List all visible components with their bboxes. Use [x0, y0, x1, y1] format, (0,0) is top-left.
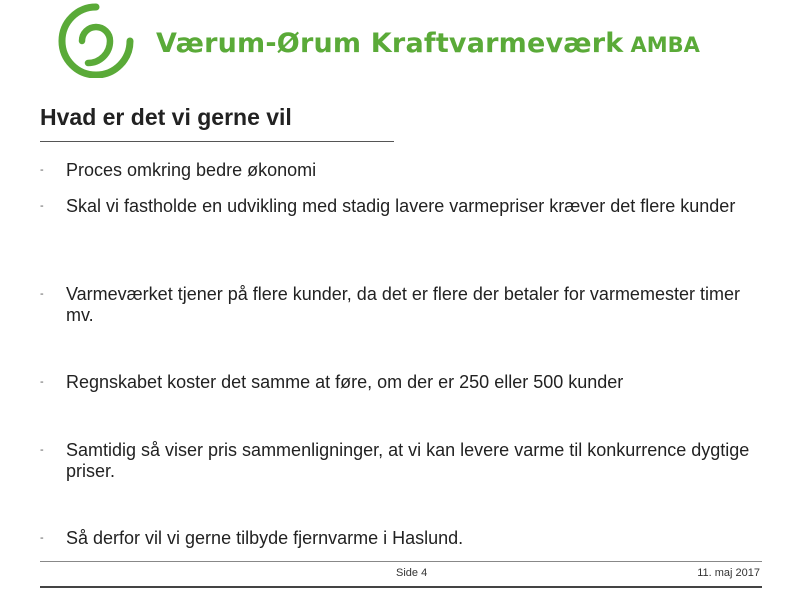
- organization-name-suffix: AMBA: [630, 33, 700, 57]
- bullet-marker: -: [40, 532, 44, 544]
- footer-divider-bottom: [40, 586, 762, 588]
- bullet-marker: -: [40, 164, 44, 176]
- organization-name-main: Værum-Ørum Kraftvarmeværk: [156, 28, 624, 59]
- bullet-item: [40, 372, 760, 393]
- bullet-text: Proces omkring bedre økonomi: [66, 160, 317, 180]
- bullet-marker: -: [40, 200, 44, 212]
- bullet-text: Samtidig så viser pris sammenligninger, at vi kan levere varme til konkurrence dygtige priser.: [66, 440, 750, 481]
- bullet-marker: -: [40, 444, 44, 456]
- bullet-text: Varmeværket tjener på flere kunder, da det er flere der betaler for varmemester timer mv.: [66, 284, 740, 325]
- concentric-swirl-icon: [52, 2, 140, 78]
- organization-name: [156, 20, 700, 68]
- slide-title: Hvad er det vi gerne vil: [40, 104, 292, 130]
- bullet-item: [40, 196, 760, 217]
- bullet-text: Så derfor vil vi gerne tilbyde fjernvarme i Haslund.: [66, 528, 464, 548]
- footer-divider-top: [40, 561, 762, 562]
- bullet-item: [40, 440, 760, 482]
- bullet-marker: -: [40, 288, 44, 300]
- bullet-text: Regnskabet koster det samme at føre, om der er 250 eller 500 kunder: [66, 372, 624, 392]
- bullet-item: [40, 528, 760, 549]
- bullet-marker: -: [40, 376, 44, 388]
- bullet-item: [40, 284, 760, 326]
- title-underline: [40, 141, 394, 142]
- bullet-text: Skal vi fastholde en udvikling med stadig lavere varmepriser kræver det flere kunder: [66, 196, 736, 216]
- bullet-item: [40, 160, 760, 181]
- page-number: Side 4: [396, 567, 428, 579]
- slide-date: 11. maj 2017: [697, 567, 760, 579]
